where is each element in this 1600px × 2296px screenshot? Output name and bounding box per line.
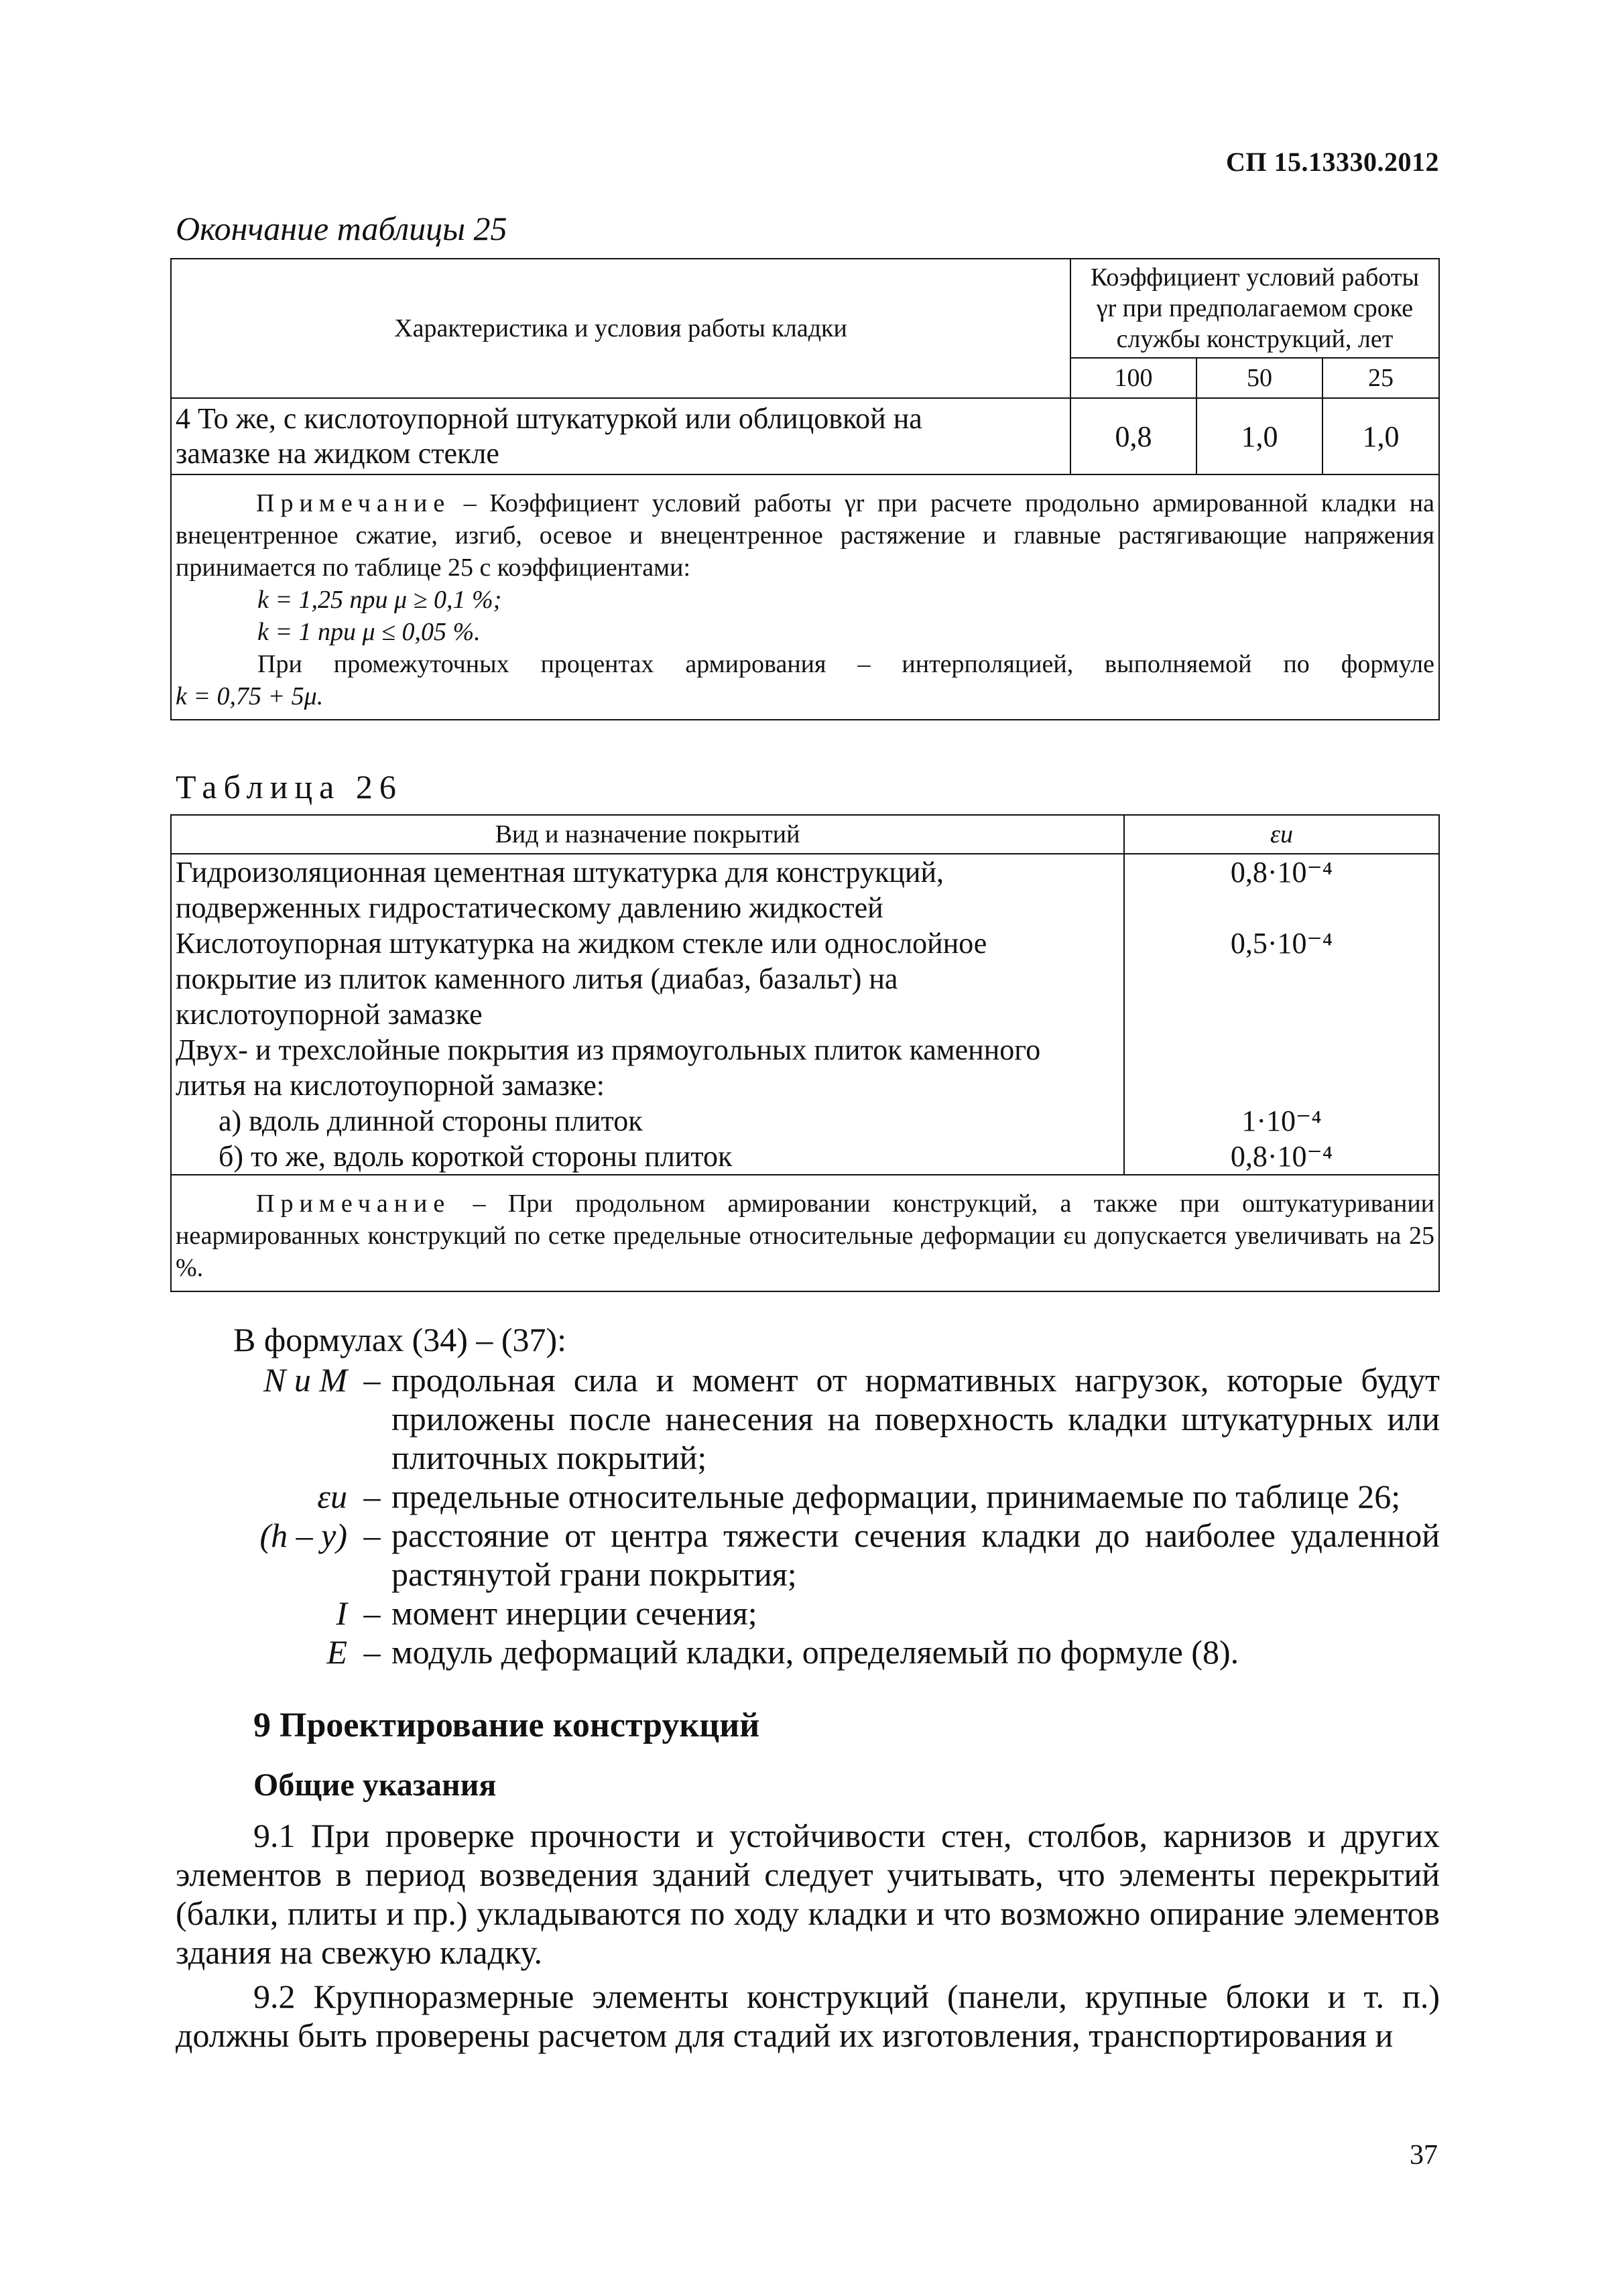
- dash: –: [363, 1478, 381, 1515]
- list-item: [233, 1633, 1440, 1671]
- eps-value: 1·10⁻⁴: [1241, 1104, 1322, 1137]
- table26-header-type: Вид и назначение покрытий: [171, 815, 1124, 854]
- symbol: εu: [317, 1478, 347, 1515]
- note-label: Примечание: [256, 489, 451, 517]
- table-row: Гидроизоляционная цементная штукатурка для конструкций,: [176, 856, 944, 889]
- table25-header-characteristic: Характеристика и условия работы кладки: [171, 259, 1070, 398]
- note-text: – При продольном армировании конструкций, а также при оштукатуривании неармированных конструкций по сетке предельные относительные деформации εu допускается увеличивать на 25 %.: [176, 1190, 1434, 1282]
- eps-value: 0,8·10⁻⁴: [1230, 1140, 1333, 1173]
- symbol: E: [326, 1633, 347, 1671]
- table26-descriptions: Гидроизоляционная цементная штукатурка для конструкций, подверженных гидростатическому давлению жидкостей Кислотоупорная штукатурка на жидком стекле или однослойное покрытие из плиток каменного литья (диабаз, базальт) на кислотоупорной замазке Двух- и трехслойные покрытия из прямоугольных плиток каменного литья на кислотоупорной замазке: а) вдоль длинной стороны плиток б) то же, вдоль короткой стороны плиток: [171, 854, 1124, 1175]
- note-interp: При промежуточных процентах армирования – интерполяцией, выполняемой по формуле: [257, 650, 1434, 678]
- formula-intro: В формулах (34) – (37):: [233, 1321, 567, 1358]
- subsection-title: Общие указания: [253, 1767, 497, 1803]
- definition: продольная сила и момент от нормативных нагрузок, которые будут приложены после нанесения на поверхность кладки штукатурных или плиточных покрытий;: [391, 1361, 1440, 1476]
- table25-year-25: 25: [1322, 358, 1439, 398]
- symbol: N и M: [263, 1361, 347, 1399]
- list-item: [233, 1516, 1440, 1594]
- note-label: Примечание: [256, 1190, 451, 1218]
- document-code: СП 15.13330.2012: [1226, 147, 1439, 177]
- table25-year-100: 100: [1070, 358, 1196, 398]
- eps-value: 0,5·10⁻⁴: [1230, 927, 1333, 960]
- definition: модуль деформаций кладки, определяемый по формуле (8).: [391, 1633, 1239, 1671]
- list-item: [233, 1594, 1440, 1633]
- paragraph-9-2: 9.2 Крупноразмерные элементы конструкций (панели, крупные блоки и т. п.) должны быть проверены расчетом для стадий их изготовления, транспортирования и: [176, 1978, 1440, 2054]
- definition: расстояние от центра тяжести сечения кладки до наиболее удаленной растянутой грани покрытия;: [391, 1517, 1440, 1593]
- table26-caption: Таблица 26: [176, 768, 403, 806]
- paragraph-9-1: 9.1 При проверке прочности и устойчивости стен, столбов, карнизов и других элементов в период возведения зданий следует учитывать, что элементы перекрытий (балки, плиты и пр.) укладываются по ходу кладки и что возможно опирание элементов здания на свежую кладку.: [176, 1817, 1440, 1971]
- table26-note: [171, 1175, 1439, 1291]
- note-formula: k = 0,75 + 5μ.: [176, 682, 324, 710]
- note-text: – Коэффициент условий работы γr при расчете продольно армированной кладки на внецентренное сжатие, изгиб, осевое и внецентренное растяжение и главные растягивающие напряжения принимается по таблице 25 с коэффициентами:: [176, 489, 1434, 582]
- table26-header-eps: εu: [1124, 815, 1439, 854]
- eps-value: 0,8·10⁻⁴: [1230, 856, 1333, 889]
- symbol: (h – y): [259, 1517, 347, 1554]
- table25-row4-value-50: 1,0: [1196, 398, 1322, 474]
- table-row: [171, 398, 1439, 474]
- section-title: 9 Проектирование конструкций: [253, 1706, 760, 1744]
- list-item: [233, 1477, 1440, 1516]
- table-row: а) вдоль длинной стороны плиток: [219, 1104, 643, 1137]
- table-25: [170, 258, 1440, 720]
- table-row: Двух- и трехслойные покрытия из прямоугольных плиток каменного: [176, 1033, 1041, 1066]
- dash: –: [363, 1361, 381, 1399]
- table25-header-coefficient: Коэффициент условий работы γr при предполагаемом сроке службы конструкций, лет: [1070, 259, 1439, 358]
- note-k2: k = 1 при μ ≤ 0,05 %.: [257, 618, 481, 646]
- table25-row4-value-100: 0,8: [1070, 398, 1196, 474]
- table-row: Кислотоупорная штукатурка на жидком стекле или однослойное: [176, 927, 987, 960]
- table25-row4-value-25: 1,0: [1322, 398, 1439, 474]
- definition: предельные относительные деформации, принимаемые по таблице 26;: [391, 1478, 1401, 1515]
- page-number: 37: [1410, 2140, 1438, 2171]
- list-item: [233, 1360, 1440, 1477]
- table25-row4-label: 4 То же, с кислотоупорной штукатуркой или облицовкой на замазке на жидком стекле: [171, 398, 1070, 474]
- dash: –: [363, 1517, 381, 1554]
- dash: –: [363, 1633, 381, 1671]
- table25-year-50: 50: [1196, 358, 1322, 398]
- table-row: б) то же, вдоль короткой стороны плиток: [219, 1140, 733, 1173]
- dash: –: [363, 1594, 381, 1632]
- table25-caption: Окончание таблицы 25: [176, 210, 507, 247]
- table25-note: [171, 474, 1439, 720]
- symbol: I: [336, 1594, 347, 1632]
- table-26: [170, 814, 1440, 1292]
- definition: момент инерции сечения;: [391, 1594, 757, 1632]
- note-k1: k = 1,25 при μ ≥ 0,1 %;: [257, 586, 502, 614]
- table26-eps-values: [1124, 854, 1439, 1175]
- formula-legend: [233, 1320, 1440, 1671]
